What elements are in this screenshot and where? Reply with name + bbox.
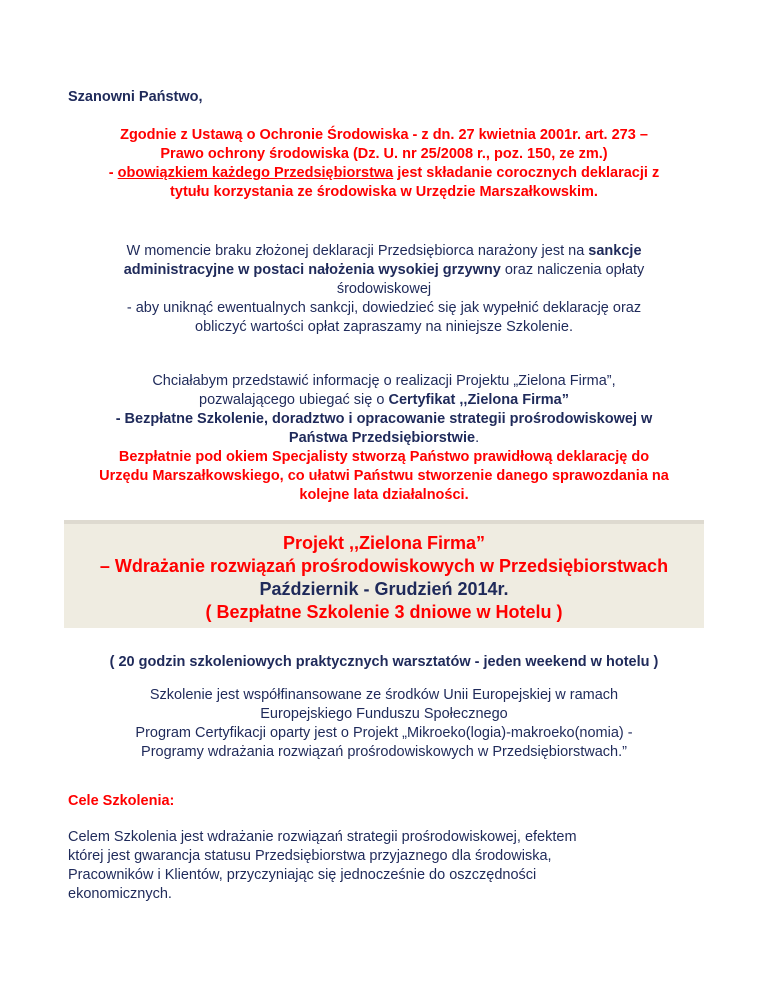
para2-line4: - aby uniknąć ewentualnych sankcji, dowiedzieć się jak wypełnić deklarację oraz — [126, 300, 642, 316]
para3-line2 — [60, 391, 708, 410]
para1-line3 — [60, 164, 708, 183]
para5-line2: której jest gwarancja statusu Przedsiębiorstwa przyjaznego dla środowiska, — [68, 848, 552, 864]
para1-line4: tytułu korzystania ze środowiska w Urzędzie Marszałkowskim. — [170, 184, 598, 200]
goals-paragraph — [68, 828, 688, 904]
para3-line4-bold: Państwa Przedsiębiorstwie — [288, 430, 476, 446]
para4-line2: Europejskiego Funduszu Społecznego — [260, 706, 508, 722]
obligation-underlined: obowiązkiem każdego Przedsiębiorstwa — [117, 165, 394, 181]
sanctions-paragraph — [60, 242, 708, 337]
para3-line5: Bezpłatnie pod okiem Specjalisty stworzą Państwo prawidłową deklarację do — [118, 449, 650, 465]
banner-title: Projekt ,,Zielona Firma” — [282, 533, 486, 553]
training-hours: ( 20 godzin szkoleniowych praktycznych warsztatów - jeden weekend w hotelu ) — [109, 654, 659, 670]
greeting: Szanowni Państwo, — [68, 89, 203, 105]
para4-line4: Programy wdrażania rozwiązań prośrodowiskowych w Przedsiębiorstwach.” — [141, 744, 627, 760]
certificate-name: Certyfikat ,,Zielona Firma” — [388, 392, 569, 408]
para4-line1: Szkolenie jest współfinansowane ze środków Unii Europejskiej w ramach — [149, 687, 619, 703]
para3-line6: Urzędu Marszałkowskiego, co ułatwi Państwu stworzenie danego sprawozdania na — [99, 468, 669, 484]
para2-line2-text: oraz naliczenia opłaty — [500, 262, 645, 278]
banner-dates: Październik - Grudzień 2014r. — [259, 579, 509, 599]
para1-line3-pre: - — [108, 165, 118, 181]
para2-line1 — [60, 242, 708, 261]
funding-paragraph — [60, 686, 708, 762]
para5-line3: Pracowników i Klientów, przyczyniając się jednocześnie do oszczędności — [68, 867, 537, 883]
para3-line3: - Bezpłatne Szkolenie, doradztwo i opracowanie strategii prośrodowiskowej w — [115, 411, 653, 427]
banner-free-training: ( Bezpłatne Szkolenie 3 dniowe w Hotelu ) — [205, 602, 563, 622]
para1-line2: Prawo ochrony środowiska (Dz. U. nr 25/2008 r., poz. 150, ze zm.) — [160, 146, 608, 162]
legal-obligation-paragraph — [60, 126, 708, 202]
para2-line2 — [60, 261, 708, 280]
para5-line4: ekonomicznych. — [68, 886, 172, 902]
para2-fine-bold: administracyjne w postaci nałożenia wysokiej grzywny — [123, 262, 501, 278]
para3-line1: Chciałabym przedstawić informację o realizacji Projektu „Zielona Firma”, — [152, 373, 616, 389]
para2-line3: środowiskowej — [336, 281, 432, 297]
para1-line1: Zgodnie z Ustawą o Ochronie Środowiska - z dn. 27 kwietnia 2001r. art. 273 – — [120, 127, 648, 143]
project-banner — [64, 520, 704, 628]
para3-line4 — [60, 429, 708, 448]
para3-line2-text: pozwalającego ubiegać się o — [199, 392, 389, 408]
banner-subtitle: – Wdrażanie rozwiązań prośrodowiskowych w Przedsiębiorstwach — [99, 556, 669, 576]
para2-line5: obliczyć wartości opłat zapraszamy na niniejsze Szkolenie. — [195, 319, 573, 335]
para3-line7: kolejne lata działalności. — [299, 487, 469, 503]
para5-line1: Celem Szkolenia jest wdrażanie rozwiązań strategii prośrodowiskowej, efektem — [68, 829, 577, 845]
para1-line3-post: jest składanie corocznych deklaracji z — [393, 165, 660, 181]
para2-sanctions-bold: sankcje — [588, 243, 642, 259]
goals-heading: Cele Szkolenia: — [68, 793, 175, 809]
para2-line1-text: W momencie braku złożonej deklaracji Przedsiębiorca narażony jest na — [126, 243, 589, 259]
project-info-paragraph — [60, 372, 708, 505]
para4-line3: Program Certyfikacji oparty jest o Projekt „Mikroeko(logia)-makroeko(nomia) - — [135, 725, 633, 741]
para3-line4-dot: . — [475, 430, 480, 446]
